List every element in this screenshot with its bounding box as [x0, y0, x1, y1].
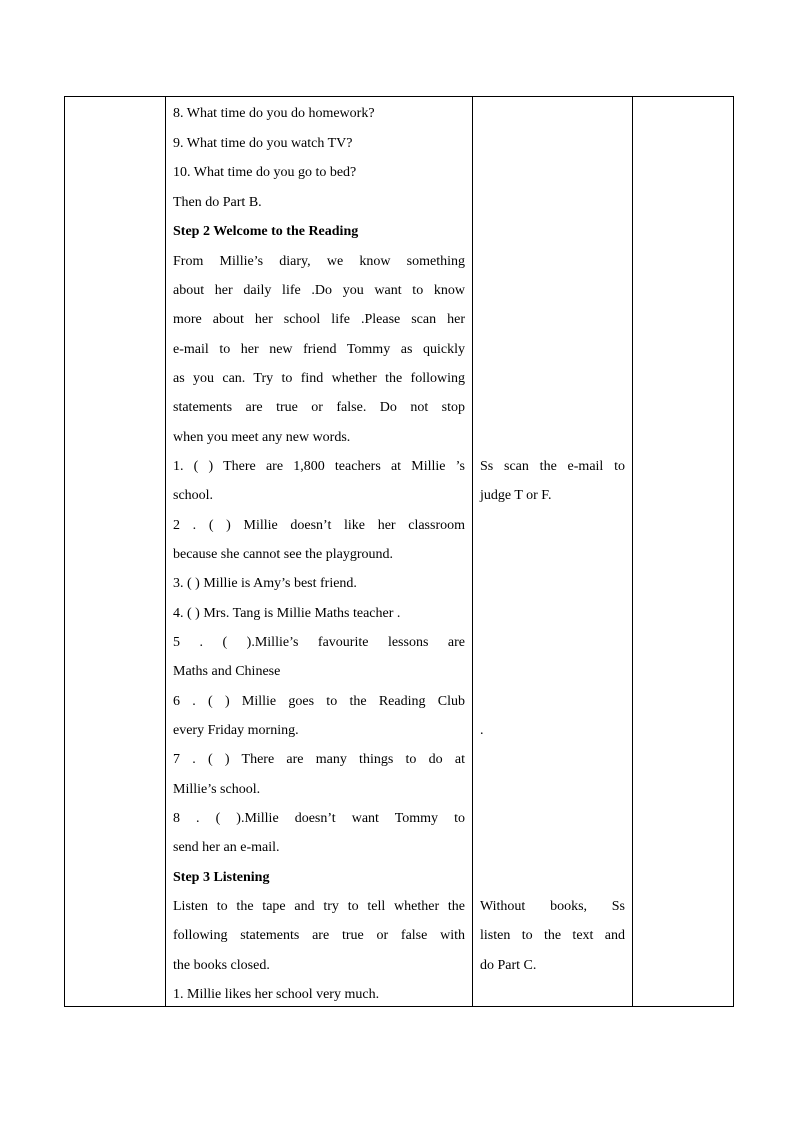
statement-3: 3. ( ) Millie is Amy’s best friend. [173, 576, 357, 591]
listening-statement-1: 1. Millie likes her school very much. [173, 987, 380, 1002]
step-3-text-line: Listen to the tape and try to tell whether the [173, 899, 465, 914]
statement-6-cont: every Friday morning. [173, 723, 299, 738]
lesson-plan-table [64, 96, 734, 1007]
statement-7-cont: Millie’s school. [173, 782, 261, 797]
activity-text-line: Ss scan the e-mail to [480, 459, 625, 474]
statement-7: 7 . ( ) There are many things to do at [173, 752, 465, 767]
statement-8-cont: send her an e-mail. [173, 840, 280, 855]
statement-6: 6 . ( ) Millie goes to the Reading Club [173, 694, 465, 709]
statement-8: 8 . ( ).Millie doesn’t want Tommy to [173, 811, 465, 826]
step-2-text-line: e-mail to her new friend Tommy as quickly [173, 342, 465, 357]
statement-4: 4. ( ) Mrs. Tang is Millie Maths teacher . [173, 606, 401, 621]
step-2-heading: Step 2 Welcome to the Reading [173, 224, 359, 239]
question-8: 8. What time do you do homework? [173, 106, 375, 121]
activity-text-line: . [480, 723, 484, 738]
statement-5-cont: Maths and Chinese [173, 664, 281, 679]
activity-text-line: listen to the text and [480, 928, 625, 943]
step-2-text-line: From Millie’s diary, we know something [173, 254, 465, 269]
instruction-part-b: Then do Part B. [173, 195, 262, 210]
step-2-text-line: more about her school life .Please scan her [173, 312, 465, 327]
activity-text-line: Without books, Ss [480, 899, 625, 914]
step-3-text-line: the books closed. [173, 958, 270, 973]
step-2-text-line: statements are true or false. Do not stop [173, 400, 465, 415]
empty-cell-left [65, 97, 166, 1007]
question-9: 9. What time do you watch TV? [173, 136, 353, 151]
statement-2: 2 . ( ) Millie doesn’t like her classroom [173, 518, 465, 533]
teaching-procedure-cell [166, 97, 473, 1007]
step-2-text-line: about her daily life .Do you want to know [173, 283, 465, 298]
statement-2-cont: because she cannot see the playground. [173, 547, 394, 562]
step-2-text-line: when you meet any new words. [173, 430, 351, 445]
table-row [65, 97, 734, 1007]
activity-text-line: judge T or F. [480, 488, 552, 503]
question-10: 10. What time do you go to bed? [173, 165, 357, 180]
empty-cell-right [633, 97, 734, 1007]
activity-text-line: do Part C. [480, 958, 537, 973]
student-activity-cell [473, 97, 633, 1007]
statement-5: 5 . ( ).Millie’s favourite lessons are [173, 635, 465, 650]
statement-1: 1. ( ) There are 1,800 teachers at Millie ’s [173, 459, 465, 474]
step-3-heading: Step 3 Listening [173, 870, 270, 885]
step-3-text-line: following statements are true or false with [173, 928, 465, 943]
step-2-text-line: as you can. Try to find whether the following [173, 371, 465, 386]
statement-1-cont: school. [173, 488, 214, 503]
